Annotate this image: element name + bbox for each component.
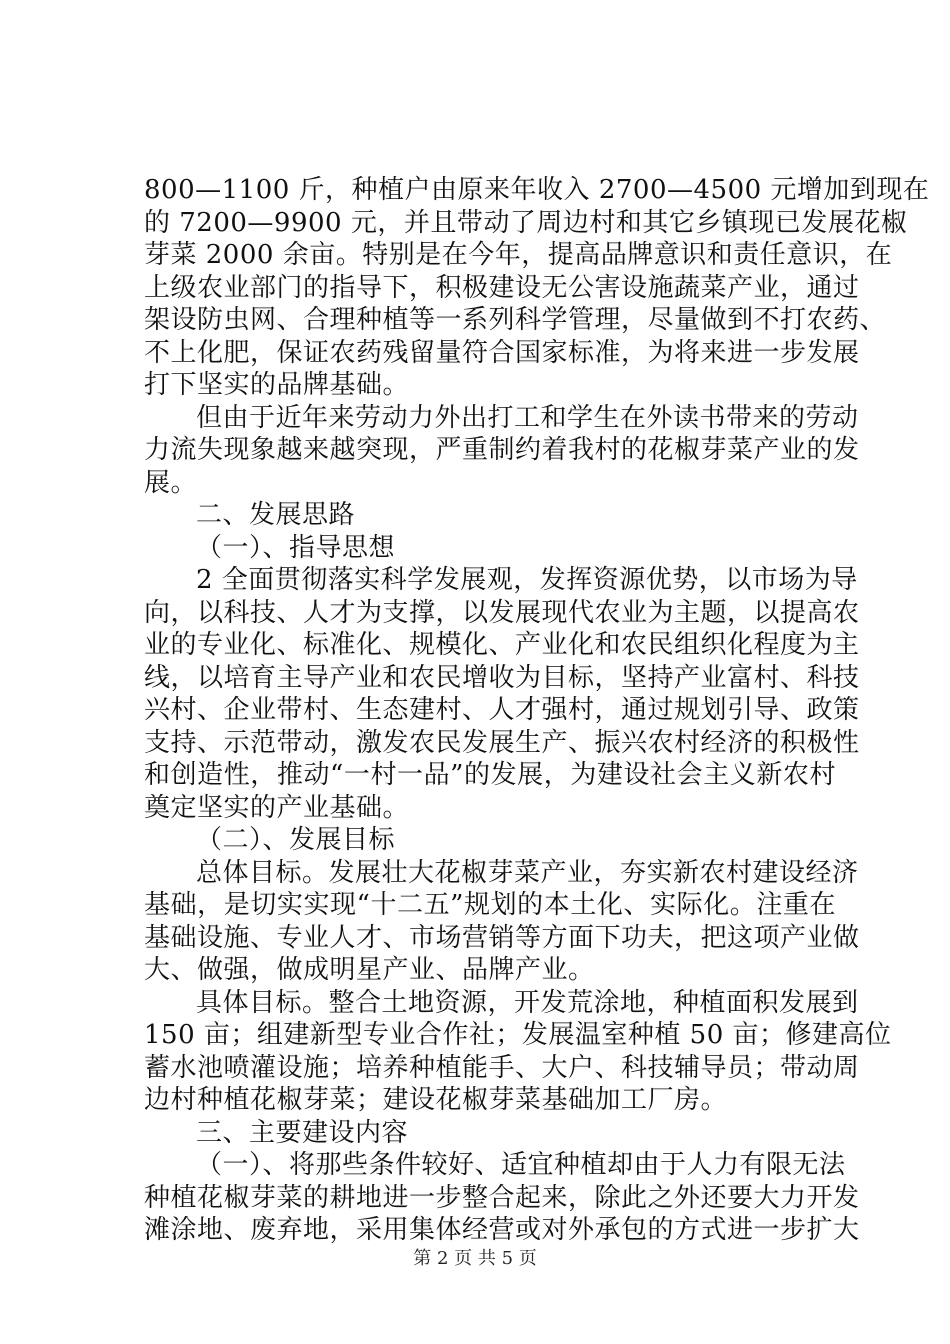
- text-line: 支持、示范带动，激发农民发展生产、振兴农村经济的积极性: [144, 727, 860, 758]
- text-line: 架设防虫网、合理种植等一系列科学管理，尽量做到不打农药、: [144, 305, 887, 335]
- text-line: 总体目标。发展壮大花椒芽菜产业，夯实新农村建设经济: [196, 857, 859, 888]
- text-line: 基础设施、专业人才、市场营销等方面下功夫，把这项产业做: [144, 922, 860, 953]
- text-line: 边村种植花椒芽菜；建设花椒芽菜基础加工厂房。: [144, 1085, 728, 1115]
- text-line: 上级农业部门的指导下，积极建设无公害设施蔬菜产业，通过: [144, 272, 860, 303]
- text-line: 150 亩；组建新型专业合作社；发展温室种植 50 亩；修建高位: [144, 1020, 892, 1050]
- subsection-heading: （一）、指导思想: [196, 532, 396, 563]
- subsection-heading: （二）、发展目标: [196, 825, 396, 855]
- text-line: 打下坚实的品牌基础。: [144, 370, 410, 400]
- text-line: 力流失现象越来越突现，严重制约着我村的花椒芽菜产业的发: [144, 435, 860, 465]
- section-heading: 二、发展思路: [196, 500, 356, 530]
- text-line: 滩涂地、废弃地，采用集体经营或对外承包的方式进一步扩大: [144, 1215, 860, 1245]
- page-number-footer: 第 2 页 共 5 页: [413, 1248, 537, 1269]
- text-line: 的 7200—9900 元，并且带动了周边村和其它乡镇现已发展花椒: [144, 207, 908, 238]
- text-line: 800—1100 斤，种植户由原来年收入 2700—4500 元增加到现在: [144, 175, 930, 205]
- text-line: 奠定坚实的产业基础。: [144, 792, 410, 823]
- text-line: 基础，是切实实现“十二五”规划的本土化、实际化。注重在: [144, 890, 836, 920]
- text-line: 向，以科技、人才为支撑，以发展现代农业为主题，以提高农: [144, 597, 860, 628]
- text-line: （一）、将那些条件较好、适宜种植却由于人力有限无法: [196, 1150, 846, 1180]
- text-line: 具体目标。整合土地资源，开发荒涂地，种植面积发展到: [196, 987, 859, 1018]
- text-line: 展。: [144, 467, 198, 498]
- text-line: 不上化肥，保证农药残留量符合国家标准，为将来进一步发展: [144, 337, 860, 368]
- text-line: 蓄水池喷灌设施；培养种植能手、大户、科技辅导员；带动周: [144, 1052, 860, 1083]
- text-line: 和创造性，推动“一村一品”的发展，为建设社会主义新农村: [144, 760, 836, 790]
- section-heading: 三、主要建设内容: [196, 1117, 409, 1148]
- text-line: 业的专业化、标准化、规模化、产业化和农民组织化程度为主: [144, 630, 860, 660]
- text-line: 种植花椒芽菜的耕地进一步整合起来，除此之外还要大力开发: [144, 1182, 860, 1213]
- text-line: 2 全面贯彻落实科学发展观，发挥资源优势，以市场为导: [196, 565, 858, 595]
- text-line: 线，以培育主导产业和农民增收为目标，坚持产业富村、科技: [144, 662, 860, 693]
- text-line: 芽菜 2000 余亩。特别是在今年，提高品牌意识和责任意识，在: [144, 240, 893, 270]
- text-line: 大、做强，做成明星产业、品牌产业。: [144, 955, 595, 985]
- body-text: [144, 174, 930, 1247]
- text-line: 但由于近年来劳动力外出打工和学生在外读书带来的劳动: [196, 402, 859, 433]
- text-line: 兴村、企业带村、生态建村、人才强村，通过规划引导、政策: [144, 695, 860, 725]
